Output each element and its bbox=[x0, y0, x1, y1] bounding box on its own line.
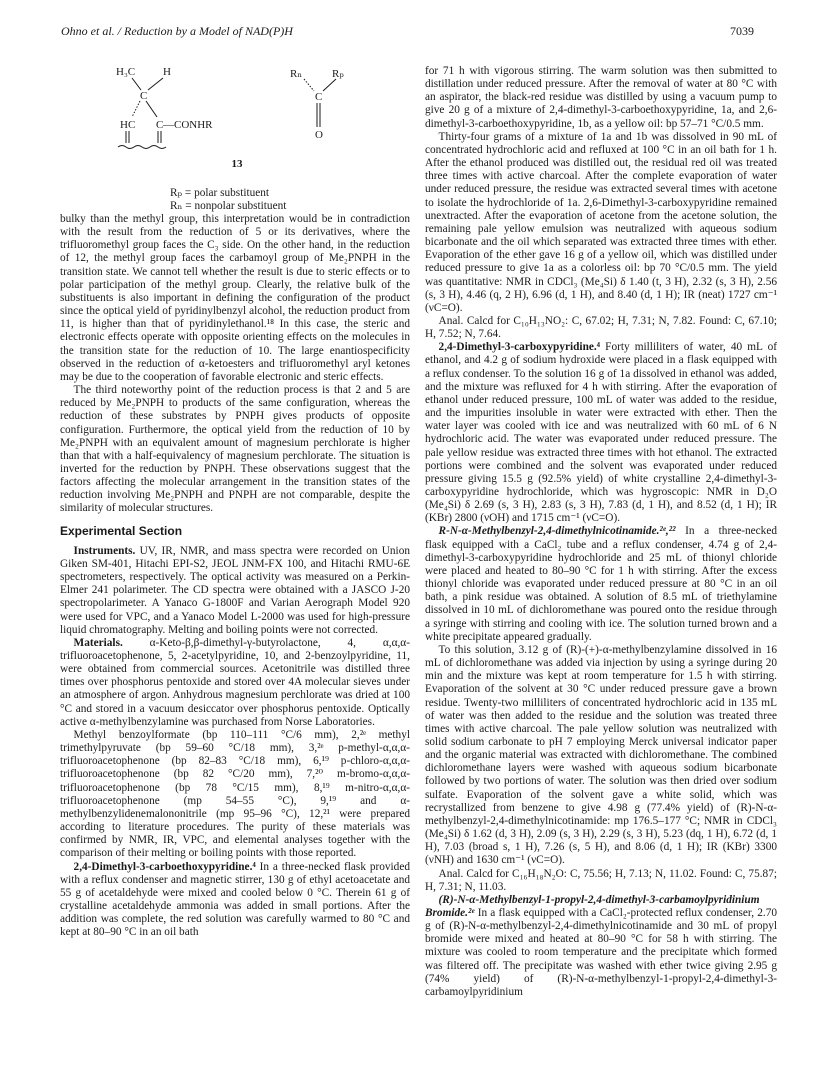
materials-heading: Materials. bbox=[73, 636, 123, 649]
nicotinamide-heading: R-N-α-Methylbenzyl-2,4-dimethylnicotinamide.²ᵉ,²² bbox=[438, 525, 676, 538]
pyridinium-text: In a flask equipped with a CaCl₂-protected reflux condenser, 2.70 g of (R)-N-α-methylbenzyl-2,4-dimethylnicotinamide and 30 mL of propyl bromide were mixed and heated at 80–90 °C for 58 h with stirring. The mixture was cooled to room temperature and the precipitate which formed was filtered off. The precipitate was washed with ether twice giving 2.95 g (74% yield) of (R)-N-α-methylbenzyl-1-propyl-2,4-dimethyl-3-carbamoylpyridinium bbox=[425, 907, 777, 998]
left-column bbox=[60, 65, 410, 939]
right-paragraph-7: Anal. Calcd for C₁₆H₁₈N₂O: C, 75.56; H, 7.13; N, 11.02. Found: C, 75.87; H, 7.31; N, 11.03. bbox=[425, 867, 777, 893]
substituent-legend bbox=[170, 187, 410, 213]
left-paragraph-2: The third noteworthy point of the reduction process is that 2 and 5 are reduced by Me₂PNPH to products of the same configuration, whereas the reduction of these substrates by PNPH gives products of opposite configuration. Furthermore, the optical yield from the reduction of 10 by Me₂PNPH with an equivalent amount of magnesium perchlorate is higher than that with a half-equivalency of magnesium perchlorate. The situation is inverted for the reduction by PNPH. These observations suggest that the factors affecting the molecular arrangement in the transition states of the reduction involving Me₂PNPH and PNPH are not comparable, despite the similarity of molecular structures. bbox=[60, 384, 410, 515]
carboxypyridine-heading: 2,4-Dimethyl-3-carboxypyridine.⁴ bbox=[438, 341, 601, 354]
instruments-text: UV, IR, NMR, and mass spectra were recorded on Union Giken SM-401, Hitachi EPI-S2, JEOL JNM-FX 100, and Hitachi RMU-6E spectrometers, respectively. The optical activity was measured on a Perkin-Elmer 241 polarimeter. The CD spectra were obtained with a JASCO J-20 spectropolarimeter. A Yanaco G-1800F and Varian Aerograph Model 920 were used for VPC, and a Yanaco Model L-2000 was used for high-pressure liquid chromatography. Melting and boiling points were not corrected. bbox=[60, 544, 410, 636]
page-number: 7039 bbox=[730, 24, 754, 38]
struct-rp: Rₚ bbox=[332, 68, 344, 80]
left-paragraph-3: Methyl benzoylformate (bp 110–111 °C/6 mm), 2,²ᵉ methyl trimethylpyruvate (bp 59–60 °C/18 mm), 3,²ᵉ p-methyl-α,α,α-trifluoroacetophenone (bp 82–83 °C/18 mm), 6,¹⁹ p-chloro-α,α,α-trifluoroacetophenone (bp 82 °C/20 mm), 7,²⁰ m-bromo-α,α,α-trifluoroacetophenone (bp 78 °C/15 mm), 8,¹⁹ m-nitro-α,α,α-trifluoroacetophenone (mp 54–55 °C), 9,¹⁹ and α-methylbenzylidenemalononitrile (mp 95–96 °C), 12,²¹ were prepared according to literature procedures. The purity of these materials was confirmed by NMR, IR, VPC, and elemental analyses together with the comparison of their melting or boiling points with those reported. bbox=[60, 728, 410, 860]
struct-c-mid: C bbox=[156, 119, 164, 131]
running-header-title: Ohno et al. / Reduction by a Model of NAD(P)H bbox=[61, 24, 293, 38]
structure-13-drawing bbox=[60, 65, 410, 185]
compound-number: 13 bbox=[231, 158, 243, 170]
struct-o: O bbox=[315, 129, 323, 141]
struct-h: H bbox=[163, 66, 171, 78]
struct-rn: Rₙ bbox=[290, 68, 303, 80]
struct-c-right: C bbox=[315, 91, 323, 103]
right-paragraph-3: Anal. Calcd for C₁₀H₁₃NO₂: C, 67.02; H, 7.31; N, 7.82. Found: C, 67.10; H, 7.52; N, 7.64. bbox=[425, 314, 777, 341]
section-heading: Experimental Section bbox=[60, 523, 183, 538]
carboethoxypyridine-heading: 2,4-Dimethyl-3-carboethoxypyridine.⁴ bbox=[73, 860, 256, 873]
right-paragraph-6: To this solution, 3.12 g of (R)-(+)-α-methylbenzylamine dissolved in 16 mL of dichloromethane was added via injection by using a syringe during 20 min and the mixture was kept at room temperature for 1.5 h with stirring. Evaporation of the solvent at 30 °C under reduced pressure gave a brown residue. Twenty-two milliliters of concentrated hydrochloric acid in 135 mL of water was then added to the residue and the solution was treated three times with active charcoal. The pale yellow solution was neutralized with solid sodium carbonate to pH 7 employing Merck universal indicator paper and the organic material was extracted with dichloromethane. The combined dichloromethane layers were washed with aqueous sodium bicarbonate followed by two portions of water. The solution was then dried over sodium sulfate. Evaporation of the solvent gave a white solid, which was recrystallized from benzene to give 4.98 g (77.4% yield) of (R)-N-α-methylbenzyl-2,4-dimethylnicotinamide: mp 176.5–177 °C; NMR in CDCl₃ (Me₄Si) δ 1.62 (d, 3 H), 2.09 (s, 3 H), 2.29 (s, 3 H), 5.23 (dq, 1 H), 6.72 (d, 1 H), 7.03 (broad s, 1 H), 7.26 (s, 5 H), and 8.06 (d, 1 H); IR (KBr) 3300 (νNH) and 1630 cm⁻¹ (νC=O). bbox=[425, 643, 777, 867]
materials-paragraph bbox=[60, 637, 410, 729]
structure-figure bbox=[60, 65, 410, 185]
struct-h3c: H₃C bbox=[116, 66, 136, 78]
instruments-paragraph bbox=[60, 545, 410, 637]
legend-rp: Rₚ = polar substituent bbox=[170, 187, 270, 199]
right-column bbox=[425, 65, 777, 999]
carboxypyridine-text: Forty milliliters of water, 40 mL of ethanol, and 4.2 g of sodium hydroxide were placed in a flask equipped with a reflux condenser. To the solution 16 g of 1a dissolved in ethanol was added, and the mixture was refluxed for 4 h with stirring. After the evaporation of ethanol under reduced pressure, 100 mL of water was added to the residue, and the impurities insoluble in water were extracted with ether. Then the water layer was cooled with ice and was neutralized with 60 mL of 6 N hydrochloric acid. The water was evaporated under reduced pressure. The pale yellow residue was extracted three times with hot ethanol. The extracted portions were combined and the solvent was evaporated under reduced pressure giving 15.5 g (92.5% yield) of white crystalline 2,4-dimethyl-3-carboxypyridine hydrochloride, which was hygroscopic: NMR in D₂O (Me₄Si) δ 2.69 (s, 3 H), 2.83 (s, 3 H), 7.83 (d, 1 H), and 8.52 (d, 1 H); IR (KBr) 2800 (νOH) and 1715 cm⁻¹ (νC=O). bbox=[425, 341, 777, 525]
nicotinamide-text: In a three-necked flask equipped with a CaCl₂ tube and a reflux condenser, 4.74 g of 2,4-dimethyl-3-carboxypyridine hydrochloride and 25 mL of thionyl chloride were placed and heated to 80–90 °C for 1 h with stirring. After the excess thionyl chloride was evaporated under reduced pressure at 80 °C in an oil bath, a pink residue was obtained. A solution of 8.5 mL of triethylamine dissolved in 10 mL of dichloromethane was poured onto the residue through a syringe with stirring and cooling with ice. The solution turned brown and a white precipitate appeared gradually. bbox=[425, 525, 777, 643]
carboethoxypyridine-text: In a three-necked flask provided with a reflux condenser and magnetic stirrer, 130 g of ethyl acetoacetate and 55 g of acetaldehyde were mixed and cooled below 0 °C. Therein 61 g of crystalline acetaldehyde ammonia was added in small portions. After the addition was complete, the red solution was carefully warmed to 80 °C and kept at 80–90 °C in an oil bath bbox=[60, 860, 410, 939]
struct-hc: HC bbox=[120, 119, 136, 131]
right-paragraph-1: for 71 h with vigorous stirring. The warm solution was then submitted to distillation under reduced pressure. After the removal of water at 80 °C with an aspirator, the black-red residue was distilled by using a vacuum pump to give 20 g of a mixture of 2,4-dimethyl-3-carboethoxypyridine, 1a, and 2,6-dimethyl-3-carboethoxypyridine, 1b, as a yellow oil: bp 57–71 °C/0.5 mm. bbox=[425, 65, 777, 130]
right-paragraph-5 bbox=[425, 525, 777, 643]
left-paragraph-4 bbox=[60, 861, 410, 940]
materials-text: α-Keto-β,β-dimethyl-γ-butyrolactone, 4, α,α,α-trifluoroacetophenone, 5, 2-acetylpyridine, 10, and 2-benzoylpyridine, 11, were obtained from commercial sources. Acetonitrile was distilled three times over phosphorus pentoxide and stored over 4A molecular sieves under an atmosphere of argon. Anhydrous magnesium perchlorate was dried at 100 °C and stored in a vacuum desiccator over phosphorus pentoxide. Optically active α-methylbenzylamine was purchased from Norse Laboratories. bbox=[60, 636, 410, 728]
right-paragraph-8 bbox=[425, 894, 777, 999]
right-paragraph-2: Thirty-four grams of a mixture of 1a and 1b was dissolved in 90 mL of concentrated hydrochloric acid and refluxed at 100 °C in an oil bath for 1 h. After the ethanol produced was distilled out, the residual red oil was treated three times with active charcoal. After the complete evaporation of water under reduced pressure, the residue was extracted several times with acetone to isolate the hydrochloride of 1a. 2,6-Dimethyl-3-carboxypyridine remained unextracted. After the evaporation of acetone from the acetone solution, the remaining pale yellow emulsion was neutralized with aqueous sodium bicarbonate and the oil which separated was extracted three times with ether. Evaporation of the ether gave 16 g of a yellow oil, which was distilled under reduced pressure to give 1a as a colorless oil: bp 70 °C/0.5 mm. The yield was quantitative: NMR in CDCl₃ (Me₄Si) δ 1.40 (t, 3 H), 2.32 (s, 3 H), 2.56 (s, 3 H), 4.46 (q, 2 H), 6.96 (d, 1 H), and 8.40 (d, 1 H); IR (neat) 1727 cm⁻¹ (νC=O). bbox=[425, 130, 777, 314]
right-paragraph-4 bbox=[425, 341, 777, 525]
left-paragraph-1: bulky than the methyl group, this interpretation would be in contradiction with the result from the reduction of 5 or its derivatives, where the trifluoromethyl group faces the C₃ side. On the other hand, in the reduction of 12, the methyl group faces the carbamoyl group of Me₂PNPH in the transition state. We cannot tell whether the result is due to steric effects or to polar participation of the methyl group. Clearly, the relative bulk of the substituents is also important in defining the configuration of the product since the optical yield of pyridinylbenzyl alcohol, the reduction product from 11, is higher than that of pyridinylethanol.¹⁸ In this case, the steric and electronic effects operate with opposite orienting effects on the molecules in the transition state for the reduction of 10. The large enantiospecificity observed in the reduction of α-ketoesters and trifluoromethyl aryl ketones may be due to the cooperation of favorable electronic and steric effects. bbox=[60, 213, 410, 383]
struct-c-top: C bbox=[140, 90, 148, 102]
struct-conhr: —CONHR bbox=[163, 119, 213, 131]
instruments-heading: Instruments. bbox=[73, 544, 136, 557]
pyridinium-heading: (R)-N-α-Methylbenzyl-1-propyl-2,4-dimethyl-3-carbamoylpyridinium Bromide.²ᵉ bbox=[425, 893, 760, 919]
legend-rn: Rₙ = nonpolar substituent bbox=[170, 200, 287, 212]
